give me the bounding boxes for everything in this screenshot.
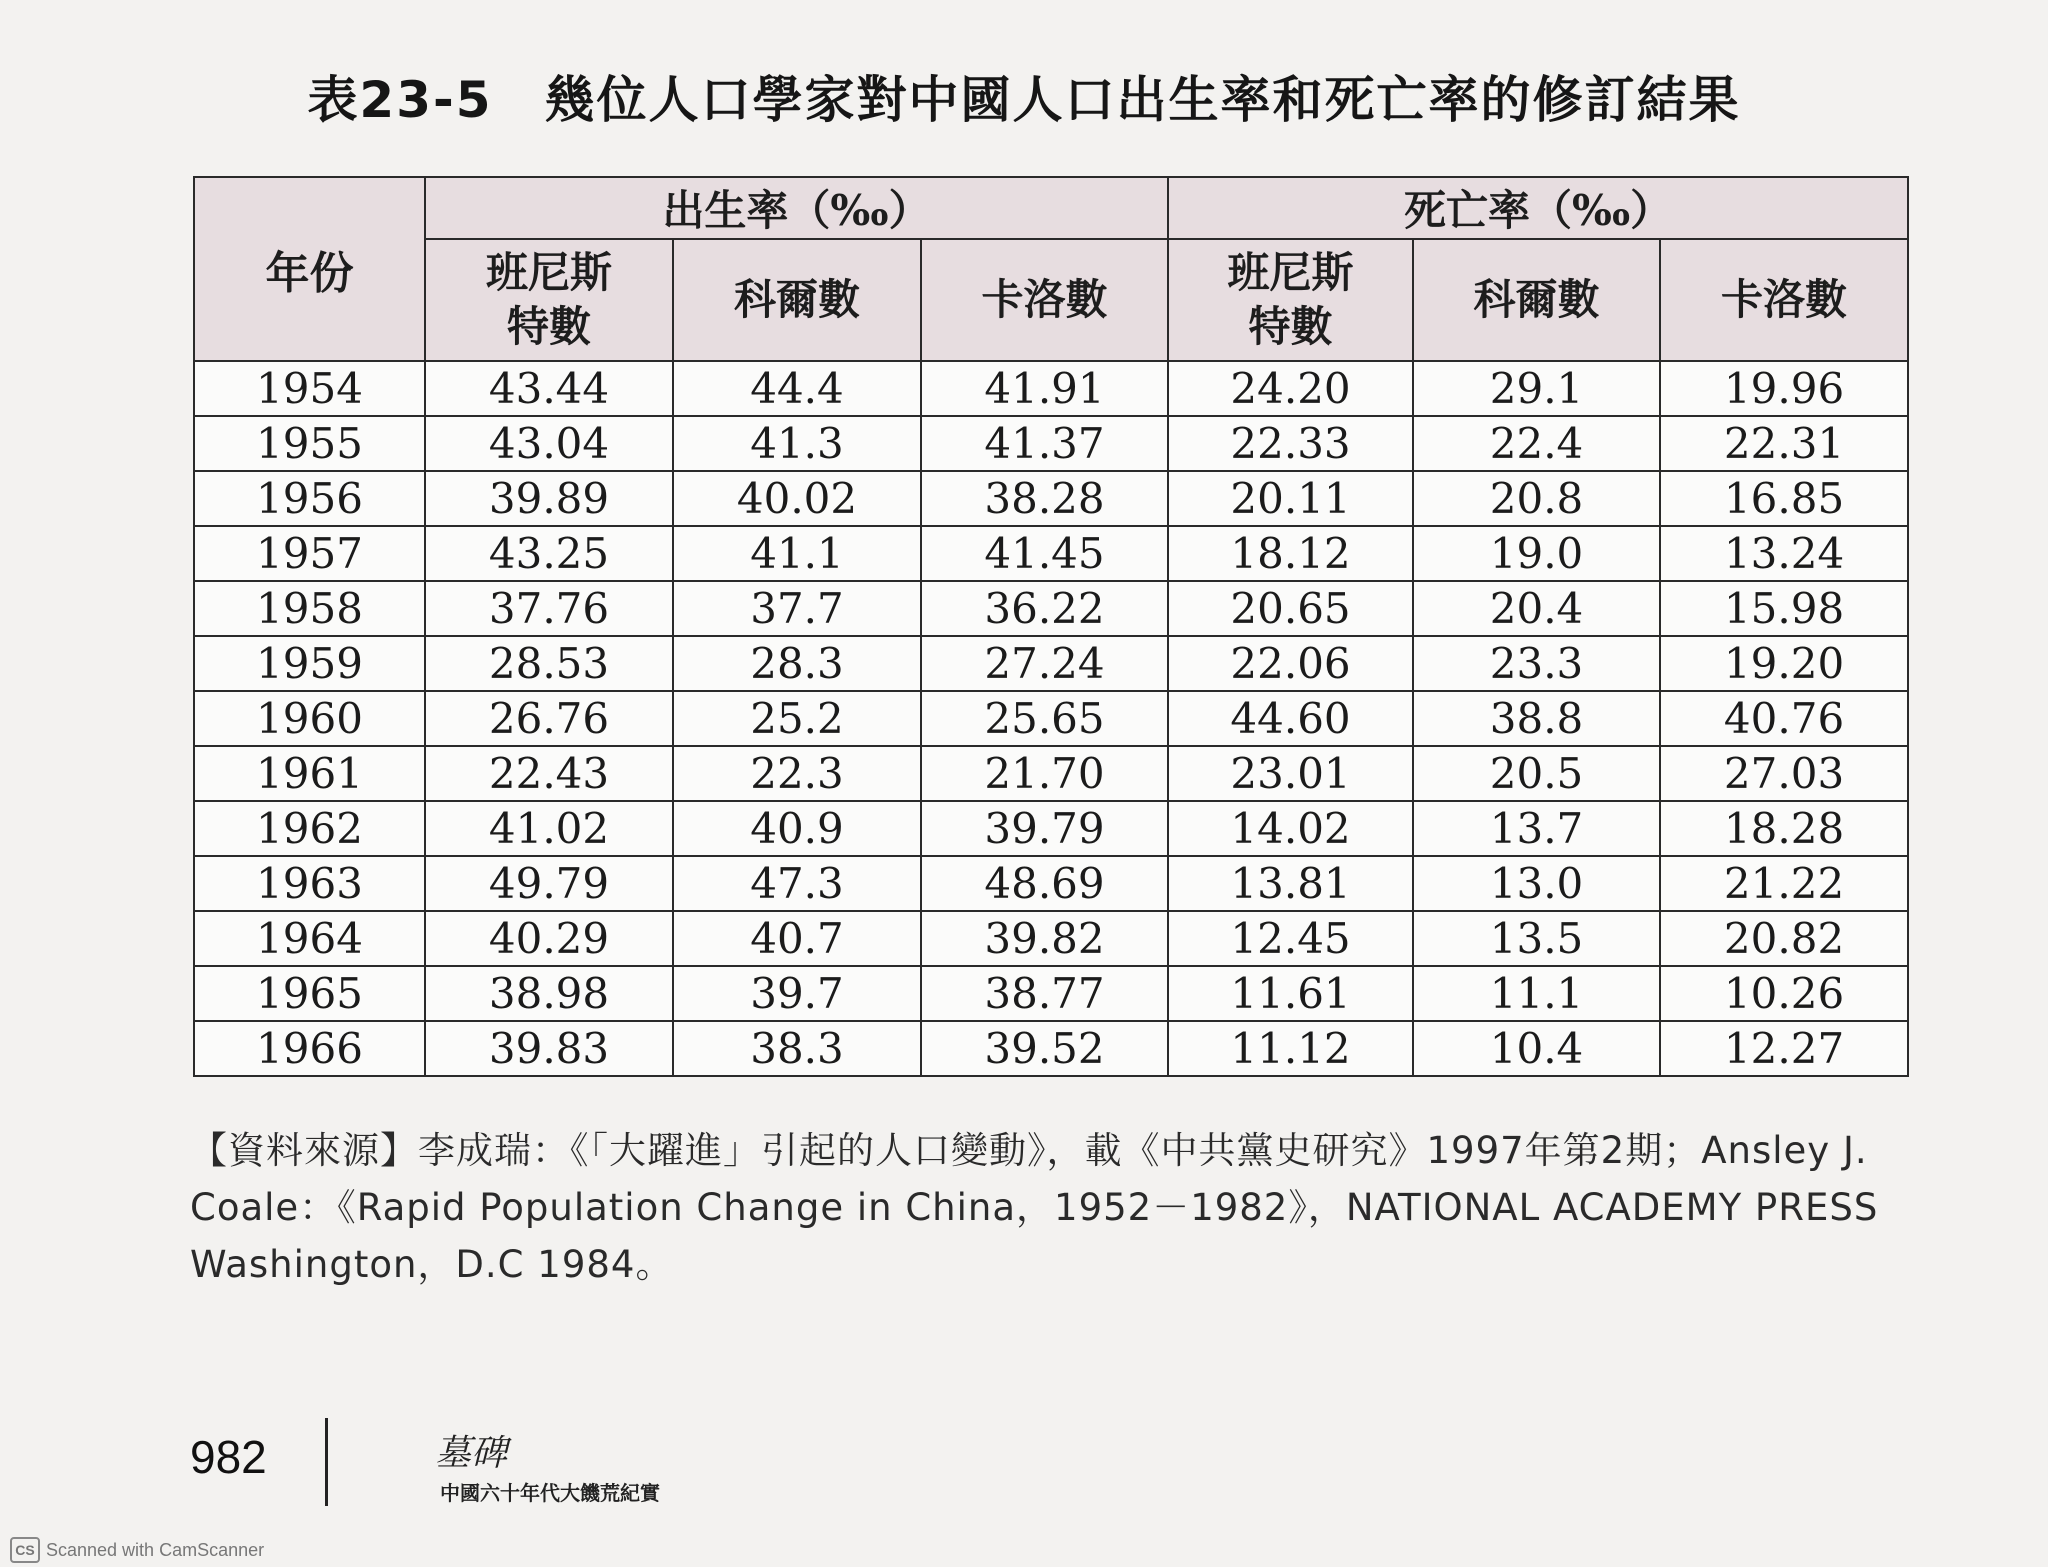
year-cell: 1957: [194, 526, 425, 581]
table-row: [194, 416, 1908, 471]
rate-cell: 48.69: [921, 856, 1168, 911]
rate-cell: 13.5: [1413, 911, 1660, 966]
rate-cell: 22.33: [1168, 416, 1413, 471]
rate-cell: 20.65: [1168, 581, 1413, 636]
rate-cell: 22.06: [1168, 636, 1413, 691]
rate-cell: 39.83: [425, 1021, 673, 1076]
rate-cell: 20.5: [1413, 746, 1660, 801]
year-cell: 1956: [194, 471, 425, 526]
rate-cell: 19.96: [1660, 361, 1908, 416]
sub-header-line: 特數: [1248, 302, 1333, 351]
rate-cell: 38.28: [921, 471, 1168, 526]
sub-header-line: 特數: [506, 302, 591, 351]
rate-cell: 41.91: [921, 361, 1168, 416]
rate-cell: 19.20: [1660, 636, 1908, 691]
rate-cell: 25.2: [673, 691, 921, 746]
sub-header-line: 卡洛數: [981, 275, 1108, 324]
birth-rate-header: 出生率（‰）: [425, 177, 1168, 239]
rate-cell: 22.3: [673, 746, 921, 801]
scanner-watermark: [10, 1537, 264, 1563]
rate-cell: 41.45: [921, 526, 1168, 581]
rate-cell: 38.3: [673, 1021, 921, 1076]
rate-cell: 23.01: [1168, 746, 1413, 801]
sub-header-cell: [1413, 239, 1660, 361]
rate-cell: 40.76: [1660, 691, 1908, 746]
rate-cell: 14.02: [1168, 801, 1413, 856]
rate-cell: 10.26: [1660, 966, 1908, 1021]
rate-cell: 40.9: [673, 801, 921, 856]
rate-cell: 13.0: [1413, 856, 1660, 911]
rate-cell: 41.02: [425, 801, 673, 856]
table-row: [194, 911, 1908, 966]
rate-cell: 27.24: [921, 636, 1168, 691]
rate-cell: 15.98: [1660, 581, 1908, 636]
book-subtitle: 中國六十年代大饑荒紀實: [440, 1481, 660, 1505]
rate-cell: 22.31: [1660, 416, 1908, 471]
table-row: [194, 746, 1908, 801]
death-rate-header: 死亡率（‰）: [1168, 177, 1908, 239]
rate-cell: 28.3: [673, 636, 921, 691]
rate-cell: 22.43: [425, 746, 673, 801]
rate-cell: 41.1: [673, 526, 921, 581]
rate-cell: 20.82: [1660, 911, 1908, 966]
year-cell: 1959: [194, 636, 425, 691]
rate-cell: 44.60: [1168, 691, 1413, 746]
rate-cell: 43.44: [425, 361, 673, 416]
rate-cell: 38.77: [921, 966, 1168, 1021]
rate-cell: 39.52: [921, 1021, 1168, 1076]
rate-cell: 40.7: [673, 911, 921, 966]
year-cell: 1962: [194, 801, 425, 856]
rate-cell: 37.76: [425, 581, 673, 636]
rate-cell: 25.65: [921, 691, 1168, 746]
table-row: [194, 856, 1908, 911]
sub-header-cell: [1660, 239, 1908, 361]
page-number: 982: [190, 1431, 267, 1483]
sub-header-line: 卡洛數: [1721, 275, 1848, 324]
rate-cell: 41.37: [921, 416, 1168, 471]
rate-cell: 22.4: [1413, 416, 1660, 471]
rate-cell: 18.28: [1660, 801, 1908, 856]
rate-cell: 13.81: [1168, 856, 1413, 911]
rate-cell: 47.3: [673, 856, 921, 911]
year-cell: 1966: [194, 1021, 425, 1076]
rate-cell: 39.79: [921, 801, 1168, 856]
rate-cell: 20.8: [1413, 471, 1660, 526]
year-cell: 1964: [194, 911, 425, 966]
table-row: [194, 691, 1908, 746]
rate-cell: 20.4: [1413, 581, 1660, 636]
rate-cell: 12.45: [1168, 911, 1413, 966]
rate-cell: 21.70: [921, 746, 1168, 801]
rate-cell: 11.12: [1168, 1021, 1413, 1076]
year-cell: 1961: [194, 746, 425, 801]
table-row: [194, 526, 1908, 581]
data-table: [193, 176, 1909, 1077]
rate-cell: 26.76: [425, 691, 673, 746]
rate-cell: 11.1: [1413, 966, 1660, 1021]
rate-cell: 40.02: [673, 471, 921, 526]
sub-header-cell: [673, 239, 921, 361]
rate-cell: 27.03: [1660, 746, 1908, 801]
year-header: 年份: [194, 177, 425, 361]
rate-cell: 28.53: [425, 636, 673, 691]
rate-cell: 24.20: [1168, 361, 1413, 416]
sub-header-line: 科爾數: [1473, 275, 1600, 324]
rate-cell: 10.4: [1413, 1021, 1660, 1076]
book-title: 墓碑: [435, 1433, 508, 1474]
year-cell: 1954: [194, 361, 425, 416]
rate-cell: 18.12: [1168, 526, 1413, 581]
rate-cell: 13.24: [1660, 526, 1908, 581]
table-row: [194, 966, 1908, 1021]
sub-header-line: 科爾數: [733, 275, 860, 324]
rate-cell: 12.27: [1660, 1021, 1908, 1076]
rate-cell: 13.7: [1413, 801, 1660, 856]
sub-header-line: 班尼斯: [1227, 248, 1354, 297]
source-note: 【資料來源】李成瑞：《「大躍進」引起的人口變動》，載《中共黨史研究》1997年第2期；Ansley J. Coale：《Rapid Population Change in China，1952－1982》，NATIONAL ACADEMY PRESS Washington，D.C 1984。: [190, 1129, 1879, 1286]
rate-cell: 21.22: [1660, 856, 1908, 911]
rate-cell: 41.3: [673, 416, 921, 471]
rate-cell: 44.4: [673, 361, 921, 416]
camscanner-logo-icon: CS: [10, 1537, 40, 1563]
footer-divider: [325, 1418, 328, 1506]
year-cell: 1955: [194, 416, 425, 471]
rate-cell: 43.25: [425, 526, 673, 581]
year-cell: 1960: [194, 691, 425, 746]
rate-cell: 20.11: [1168, 471, 1413, 526]
sub-header-cell: [425, 239, 673, 361]
rate-cell: 37.7: [673, 581, 921, 636]
table-row: [194, 636, 1908, 691]
sub-header-cell: [921, 239, 1168, 361]
rate-cell: 36.22: [921, 581, 1168, 636]
rate-cell: 29.1: [1413, 361, 1660, 416]
rate-cell: 16.85: [1660, 471, 1908, 526]
table-title: 表23-5 幾位人口學家對中國人口出生率和死亡率的修訂結果: [307, 71, 1741, 129]
rate-cell: 39.82: [921, 911, 1168, 966]
sub-header-cell: [1168, 239, 1413, 361]
table-row: [194, 581, 1908, 636]
scanner-watermark-text: Scanned with CamScanner: [46, 1539, 265, 1560]
rate-cell: 40.29: [425, 911, 673, 966]
table-row: [194, 361, 1908, 416]
year-cell: 1963: [194, 856, 425, 911]
rate-cell: 38.98: [425, 966, 673, 1021]
rate-cell: 39.7: [673, 966, 921, 1021]
table-row: [194, 801, 1908, 856]
rate-cell: 39.89: [425, 471, 673, 526]
rate-cell: 19.0: [1413, 526, 1660, 581]
year-cell: 1965: [194, 966, 425, 1021]
table-row: [194, 1021, 1908, 1076]
rate-cell: 23.3: [1413, 636, 1660, 691]
rate-cell: 43.04: [425, 416, 673, 471]
table-row: [194, 471, 1908, 526]
sub-header-line: 班尼斯: [485, 248, 612, 297]
rate-cell: 11.61: [1168, 966, 1413, 1021]
rate-cell: 38.8: [1413, 691, 1660, 746]
rate-cell: 49.79: [425, 856, 673, 911]
year-cell: 1958: [194, 581, 425, 636]
